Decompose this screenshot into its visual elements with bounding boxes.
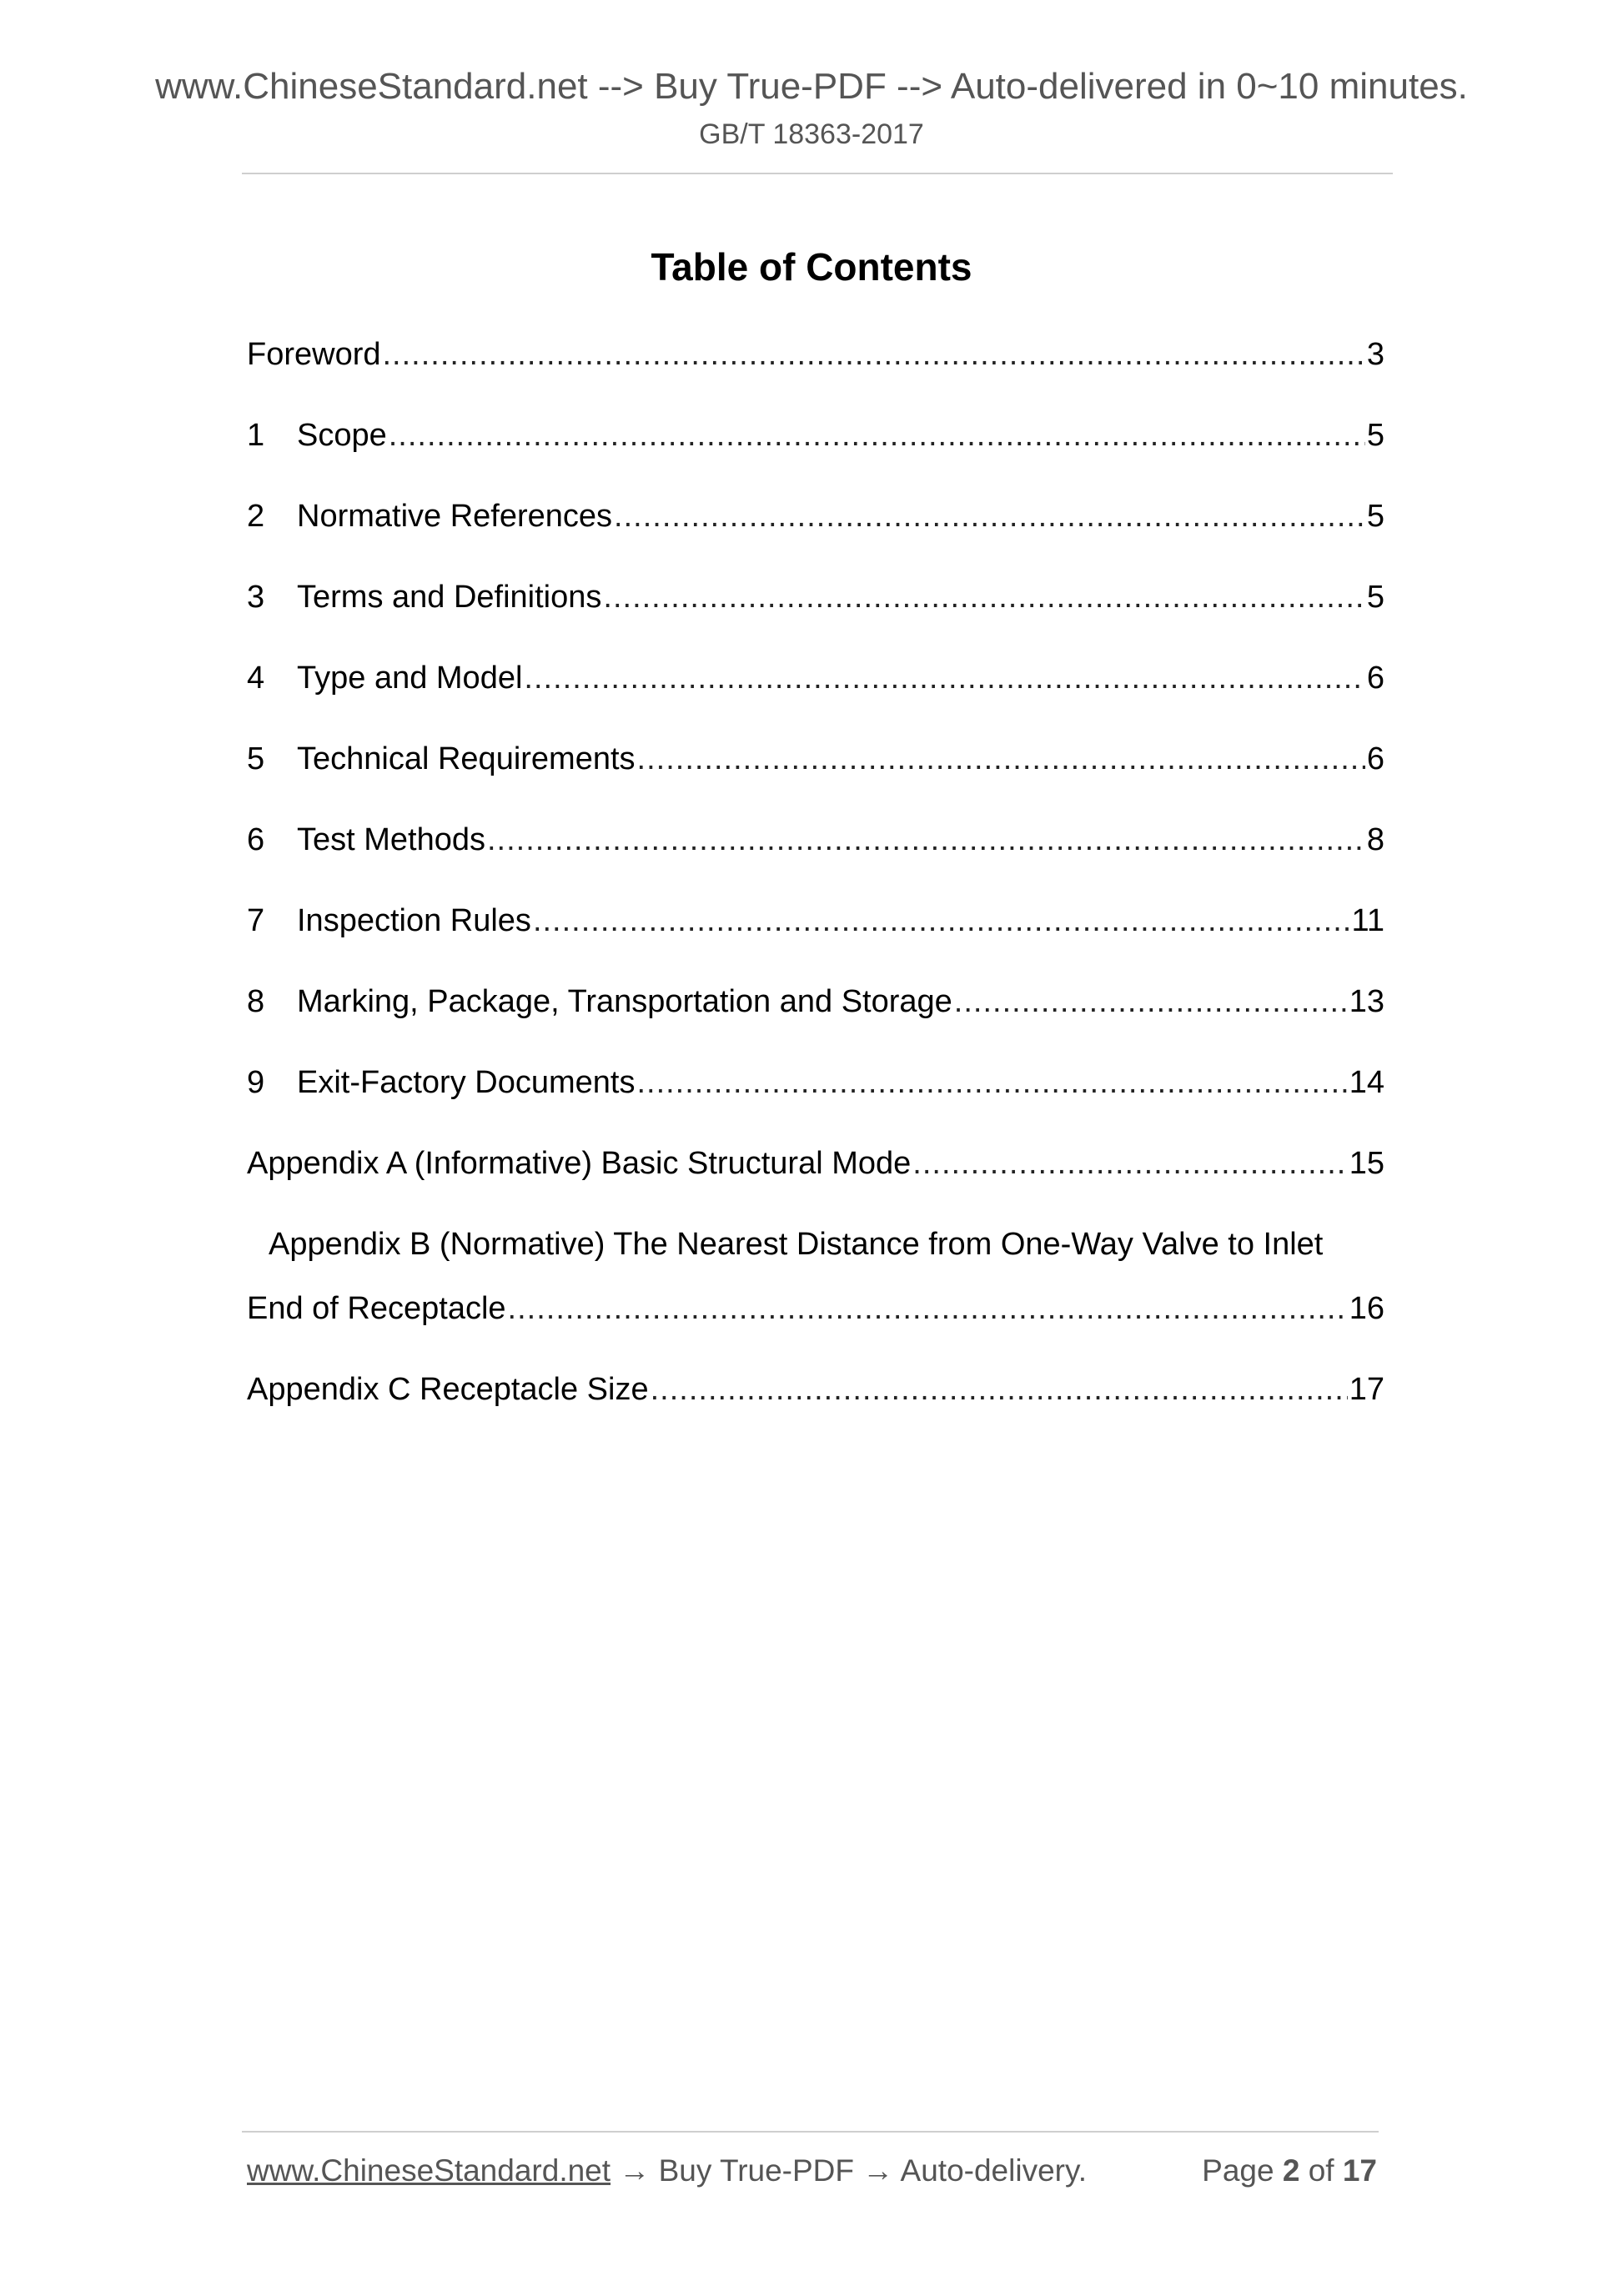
toc-page: 15 [1349, 1146, 1384, 1181]
arrow-right-icon: → [619, 2153, 651, 2188]
toc-entry-terms-definitions[interactable] [247, 576, 1384, 618]
toc-label: Appendix C Receptacle Size [247, 1372, 649, 1407]
toc-page: 17 [1349, 1372, 1384, 1407]
toc-leader [651, 1369, 1348, 1410]
arrow-right-icon: → [862, 2153, 894, 2188]
toc-entry-appendix-a[interactable] [247, 1143, 1384, 1184]
page-label: Page [1202, 2153, 1274, 2188]
toc-entry-appendix-b-line1[interactable]: Appendix B (Normative) The Nearest Distance from One-Way Valve to Inlet [269, 1227, 1324, 1262]
toc-entry-foreword[interactable] [247, 334, 1384, 375]
toc-leader [389, 414, 1365, 456]
footer-left [247, 2150, 1087, 2192]
toc-entry-technical-requirements[interactable] [247, 738, 1384, 780]
toc-leader [533, 900, 1350, 942]
toc-entry-appendix-c[interactable] [247, 1369, 1384, 1410]
toc-entry-test-methods[interactable] [247, 819, 1384, 861]
toc-page: 3 [1366, 337, 1384, 372]
toc-page: 11 [1351, 903, 1384, 938]
toc-leader [508, 1288, 1348, 1329]
toc-number: 5 [247, 741, 265, 776]
toc-label: Test Methods [297, 822, 485, 857]
toc-label: Foreword [247, 337, 381, 372]
toc-number: 2 [247, 499, 265, 534]
toc-label: Inspection Rules [297, 903, 531, 938]
toc-leader [614, 495, 1365, 537]
toc-page: 16 [1349, 1291, 1384, 1326]
toc-label: Type and Model [297, 661, 523, 696]
page-title: Table of Contents [651, 245, 972, 289]
toc-entry-scope[interactable] [247, 414, 1384, 456]
header-banner: www.ChineseStandard.net --> Buy True-PDF --> Auto-delivered in 0~10 minutes. [155, 66, 1468, 107]
toc-leader [636, 1062, 1347, 1103]
toc-page: 8 [1366, 822, 1384, 857]
toc-entry-type-model[interactable] [247, 657, 1384, 699]
toc-number: 8 [247, 984, 265, 1019]
toc-page: 13 [1349, 984, 1384, 1019]
toc-entry-appendix-b[interactable] [247, 1288, 1384, 1329]
toc-number: 3 [247, 580, 265, 615]
toc-label: Scope [297, 418, 387, 453]
toc-entry-inspection-rules[interactable] [247, 900, 1384, 942]
page-total: 17 [1342, 2153, 1377, 2188]
toc-entry-marking-package[interactable] [247, 981, 1384, 1022]
page-current: 2 [1282, 2153, 1300, 2188]
toc-entry-normative-references[interactable] [247, 495, 1384, 537]
toc-label: Exit-Factory Documents [297, 1065, 636, 1100]
toc-page: 6 [1366, 661, 1384, 696]
toc-number: 4 [247, 661, 265, 696]
toc-entry-exit-factory-documents[interactable] [247, 1062, 1384, 1103]
toc-leader [912, 1143, 1347, 1184]
header-divider [242, 173, 1393, 174]
toc-page: 5 [1366, 418, 1384, 453]
toc-number: 9 [247, 1065, 265, 1100]
toc-label: Normative References [297, 499, 613, 534]
toc-leader [487, 819, 1365, 861]
footer-site-link[interactable]: www.ChineseStandard.net [247, 2153, 611, 2188]
toc-leader [383, 334, 1365, 375]
toc-label: End of Receptacle [247, 1291, 506, 1326]
toc-leader [954, 981, 1348, 1022]
standard-number: GB/T 18363-2017 [699, 118, 924, 150]
footer-buy-text: Buy True-PDF [658, 2153, 855, 2188]
toc-page: 5 [1366, 499, 1384, 534]
page-footer [247, 2150, 1377, 2192]
footer-divider [242, 2131, 1379, 2133]
page-indicator [1202, 2150, 1377, 2192]
toc-label: Terms and Definitions [297, 580, 602, 615]
toc-label: Technical Requirements [297, 741, 636, 776]
toc-label: Appendix A (Informative) Basic Structural Mode [247, 1146, 912, 1181]
footer-delivery-text: Auto-delivery. [900, 2153, 1088, 2188]
toc-label: Marking, Package, Transportation and Storage [297, 984, 952, 1019]
toc-page: 6 [1366, 741, 1384, 776]
table-of-contents [247, 334, 1384, 1449]
toc-page: 14 [1349, 1065, 1384, 1100]
toc-leader [524, 657, 1364, 699]
toc-leader [603, 576, 1364, 618]
toc-number: 1 [247, 418, 265, 453]
toc-page: 5 [1366, 580, 1384, 615]
toc-leader [637, 738, 1365, 780]
of-label: of [1308, 2153, 1334, 2188]
toc-number: 7 [247, 903, 265, 938]
toc-number: 6 [247, 822, 265, 857]
